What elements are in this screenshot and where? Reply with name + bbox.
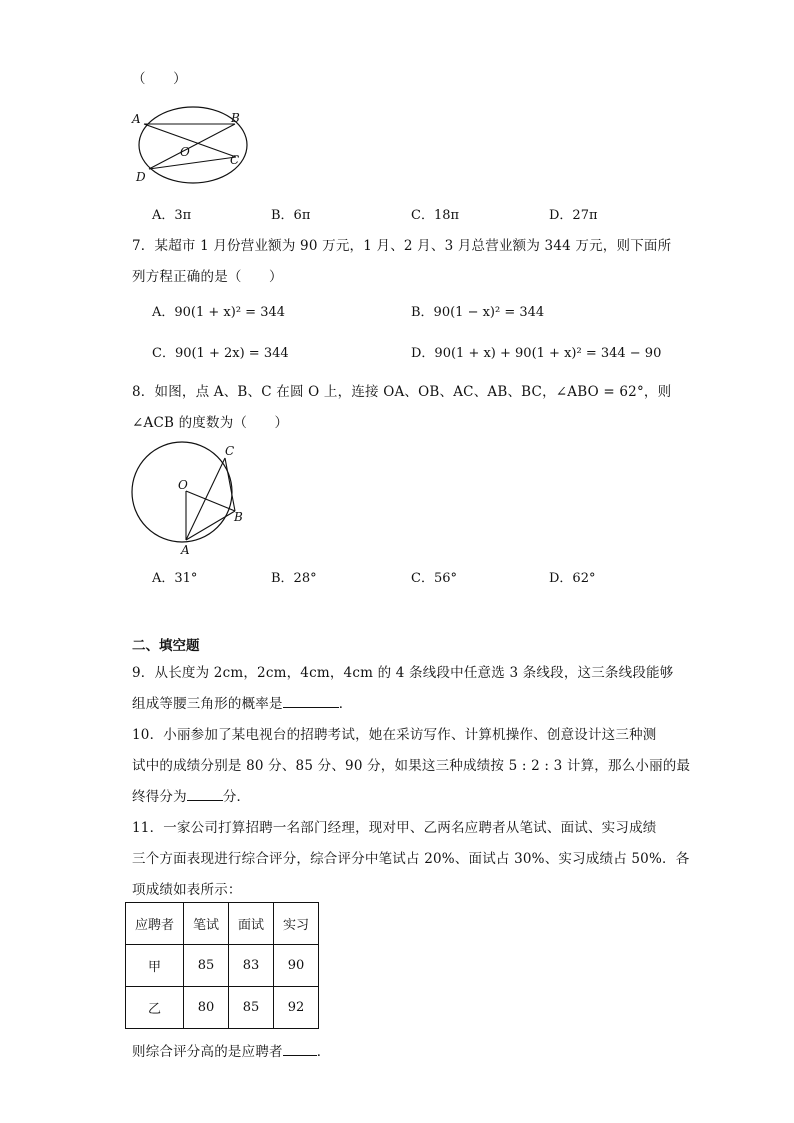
table-cell: 92	[274, 987, 319, 1029]
table-header-cell: 面试	[229, 903, 274, 945]
q6-label-d: D	[136, 170, 146, 184]
q8-option-d[interactable]: D．62°	[549, 571, 596, 586]
q6-parenthesis: （ ）	[132, 71, 187, 87]
q8-label-c: C	[225, 444, 235, 458]
q11-stem-line3: 项成绩如表所示：	[132, 882, 242, 898]
q8-label-o: O	[178, 478, 188, 492]
q11-answer-end: ．	[316, 1044, 331, 1060]
q8-label-b: B	[234, 510, 243, 524]
q11-answer-line	[132, 1040, 330, 1060]
q8-label-a: A	[181, 543, 190, 557]
q6-option-a[interactable]: A．3π	[152, 208, 192, 223]
table-header-cell: 实习	[274, 903, 319, 945]
q6-label-b: B	[231, 111, 240, 125]
q8-option-b[interactable]: B．28°	[271, 571, 317, 586]
table-cell: 90	[274, 945, 319, 987]
q8-stem-line1: 8．如图，点 A、B、C 在圆 O 上，连接 OA、OB、AC、AB、BC，∠ABO = 62°，则	[132, 384, 672, 400]
q7-option-c[interactable]: C．90(1 + 2x) = 344	[152, 346, 289, 361]
q10-stem-line1: 10．小丽参加了某电视台的招聘考试，她在采访写作、计算机操作、创意设计这三种测	[132, 727, 657, 743]
q9-answer-blank[interactable]	[283, 695, 339, 708]
q6-option-c[interactable]: C．18π	[411, 208, 460, 223]
q6-label-a: A	[132, 112, 141, 126]
q10-stem-line2: 试中的成绩分别是 80 分、85 分、90 分，如果这三种成绩按 5 : 2 : 3 计算，那么小丽的最	[132, 758, 691, 774]
q10-stem-text: 终得分为	[132, 789, 187, 805]
q6-label-c: C	[230, 153, 240, 167]
q11-answer-blank[interactable]	[283, 1043, 317, 1056]
q7-option-d[interactable]: D．90(1 + x) + 90(1 + x)² = 344 − 90	[411, 346, 662, 361]
table-row	[126, 945, 319, 987]
table-row	[126, 987, 319, 1029]
q11-stem-line1: 11．一家公司打算招聘一名部门经理，现对甲、乙两名应聘者从笔试、面试、实习成绩	[132, 820, 657, 836]
q11-answer-text: 则综合评分高的是应聘者	[132, 1044, 283, 1060]
table-cell: 甲	[126, 945, 184, 987]
q9-stem-line2	[132, 692, 352, 712]
q7-stem-line2: 列方程正确的是（ ）	[132, 269, 283, 285]
q8-circle-figure	[128, 438, 258, 560]
q9-stem-text: 组成等腰三角形的概率是	[132, 696, 283, 712]
q8-option-a[interactable]: A．31°	[152, 571, 198, 586]
q7-stem-line1: 7．某超市 1 月份营业额为 90 万元，1 月、2 月、3 月总营业额为 344 万元，则下面所	[132, 238, 672, 254]
table-header-row	[126, 903, 319, 945]
q11-stem-line2: 三个方面表现进行综合评分，综合评分中笔试占 20%、面试占 30%、实习成绩占 50%．各	[132, 851, 690, 867]
table-header-cell: 笔试	[184, 903, 229, 945]
q10-stem-end: 分．	[222, 789, 251, 805]
table-cell: 85	[184, 945, 229, 987]
q11-score-table	[125, 902, 319, 1029]
table-cell: 80	[184, 987, 229, 1029]
q9-stem-end: ．	[338, 696, 353, 712]
q7-option-a[interactable]: A．90(1 + x)² = 344	[152, 305, 286, 320]
table-cell: 83	[229, 945, 274, 987]
q10-answer-blank[interactable]	[187, 788, 223, 801]
q6-option-b[interactable]: B．6π	[271, 208, 311, 223]
q8-option-c[interactable]: C．56°	[411, 571, 457, 586]
table-cell: 85	[229, 987, 274, 1029]
q6-option-d[interactable]: D．27π	[549, 208, 598, 223]
section-fill-in-blank-heading: 二、填空题	[132, 638, 200, 654]
q6-label-o: O	[180, 145, 190, 159]
table-cell: 乙	[126, 987, 184, 1029]
q10-stem-line3	[132, 785, 250, 805]
q8-stem-line2: ∠ACB 的度数为（ ）	[132, 415, 289, 431]
q7-option-b[interactable]: B．90(1 − x)² = 344	[411, 305, 545, 320]
table-header-cell: 应聘者	[126, 903, 184, 945]
q9-stem-line1: 9．从长度为 2cm，2cm，4cm，4cm 的 4 条线段中任意选 3 条线段，这三条线段能够	[132, 665, 674, 681]
q6-circle-figure	[128, 103, 248, 193]
